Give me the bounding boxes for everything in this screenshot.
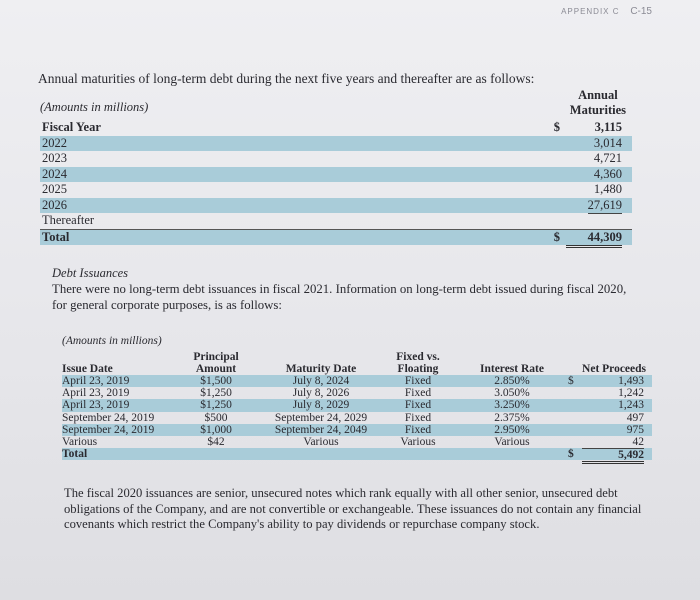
total-value: 5,492 <box>582 448 644 464</box>
fiscal-year-label: Fiscal Year <box>42 120 101 134</box>
table-row: April 23, 2019 $1,500 July 8, 2024 Fixed 2.850% $ 1,493 <box>62 375 652 387</box>
table-row: 2022 3,014 <box>40 136 632 152</box>
table-row: 2025 1,480 <box>42 182 622 196</box>
maturity-date-header: Maturity Date <box>285 363 357 375</box>
issuances-total-row: Total $ 5,492 <box>62 448 652 460</box>
table-row: September 24, 2019 $1,000 September 24, 2049 Fixed 2.950% 975 <box>62 424 652 436</box>
annual-maturities-header: Annual Maturities <box>569 88 626 117</box>
total-label: Total <box>62 448 88 461</box>
table-row: 2024 4,360 <box>40 167 632 183</box>
debt-issuances-body: There were no long-term debt issuances in fiscal 2021. Information on long-term debt issued during fiscal 2020, for general corporate purposes, is as follows: <box>52 282 627 312</box>
footnote: The fiscal 2020 issuances are senior, unsecured notes which rank equally with all other senior, unsecured debt obligations of the Company, and are not convertible or exchangeable. These issuances do not contain any financial covenants which restrict the Company's ability to pay dividends or repurchase company stock. <box>64 486 642 531</box>
fiscal-year-row <box>40 120 632 136</box>
currency-symbol: $ <box>553 120 560 134</box>
maturities-table <box>40 90 632 245</box>
appendix-label: APPENDIX C <box>561 7 620 16</box>
amounts-note: (Amounts in millions) <box>62 335 162 347</box>
table-row: September 24, 2019 $500 September 24, 2029 Fixed 2.375% 497 <box>62 411 644 424</box>
maturities-total-row: Total $ 44,309 <box>40 229 632 246</box>
interest-rate-header: Interest Rate <box>480 363 544 375</box>
fixed-floating-header: Fixed vs. Floating <box>396 351 440 375</box>
issuances-header <box>62 341 652 375</box>
table-row: 2026 27,619 <box>40 198 632 214</box>
principal-header: Principal Amount <box>193 351 239 375</box>
amounts-note: (Amounts in millions) <box>40 100 149 114</box>
debt-issuances-title: Debt Issuances <box>52 266 129 280</box>
maturities-header <box>40 90 632 120</box>
currency-symbol: $ <box>568 375 574 387</box>
maturity-value: 3,115 <box>594 120 622 134</box>
page-header <box>561 6 652 17</box>
total-label: Total <box>42 229 70 244</box>
maturities-intro: Annual maturities of long-term debt during the next five years and thereafter are as follows: <box>38 71 535 86</box>
table-row: Various $42 Various Various Various 42 <box>62 435 644 448</box>
table-row: April 23, 2019 $1,250 July 8, 2026 Fixed 3.050% 1,242 <box>62 387 644 400</box>
net-proceeds-header: Net Proceeds <box>582 363 646 375</box>
table-row: Thereafter <box>42 213 95 227</box>
table-row: 2023 4,721 <box>42 151 622 165</box>
total-value: 44,309 <box>566 230 622 248</box>
issue-date-header: Issue Date <box>62 363 113 375</box>
page-number: C-15 <box>630 6 652 17</box>
issuances-rows <box>62 375 652 460</box>
table-row: April 23, 2019 $1,250 July 8, 2029 Fixed 3.250% 1,243 <box>62 399 652 411</box>
